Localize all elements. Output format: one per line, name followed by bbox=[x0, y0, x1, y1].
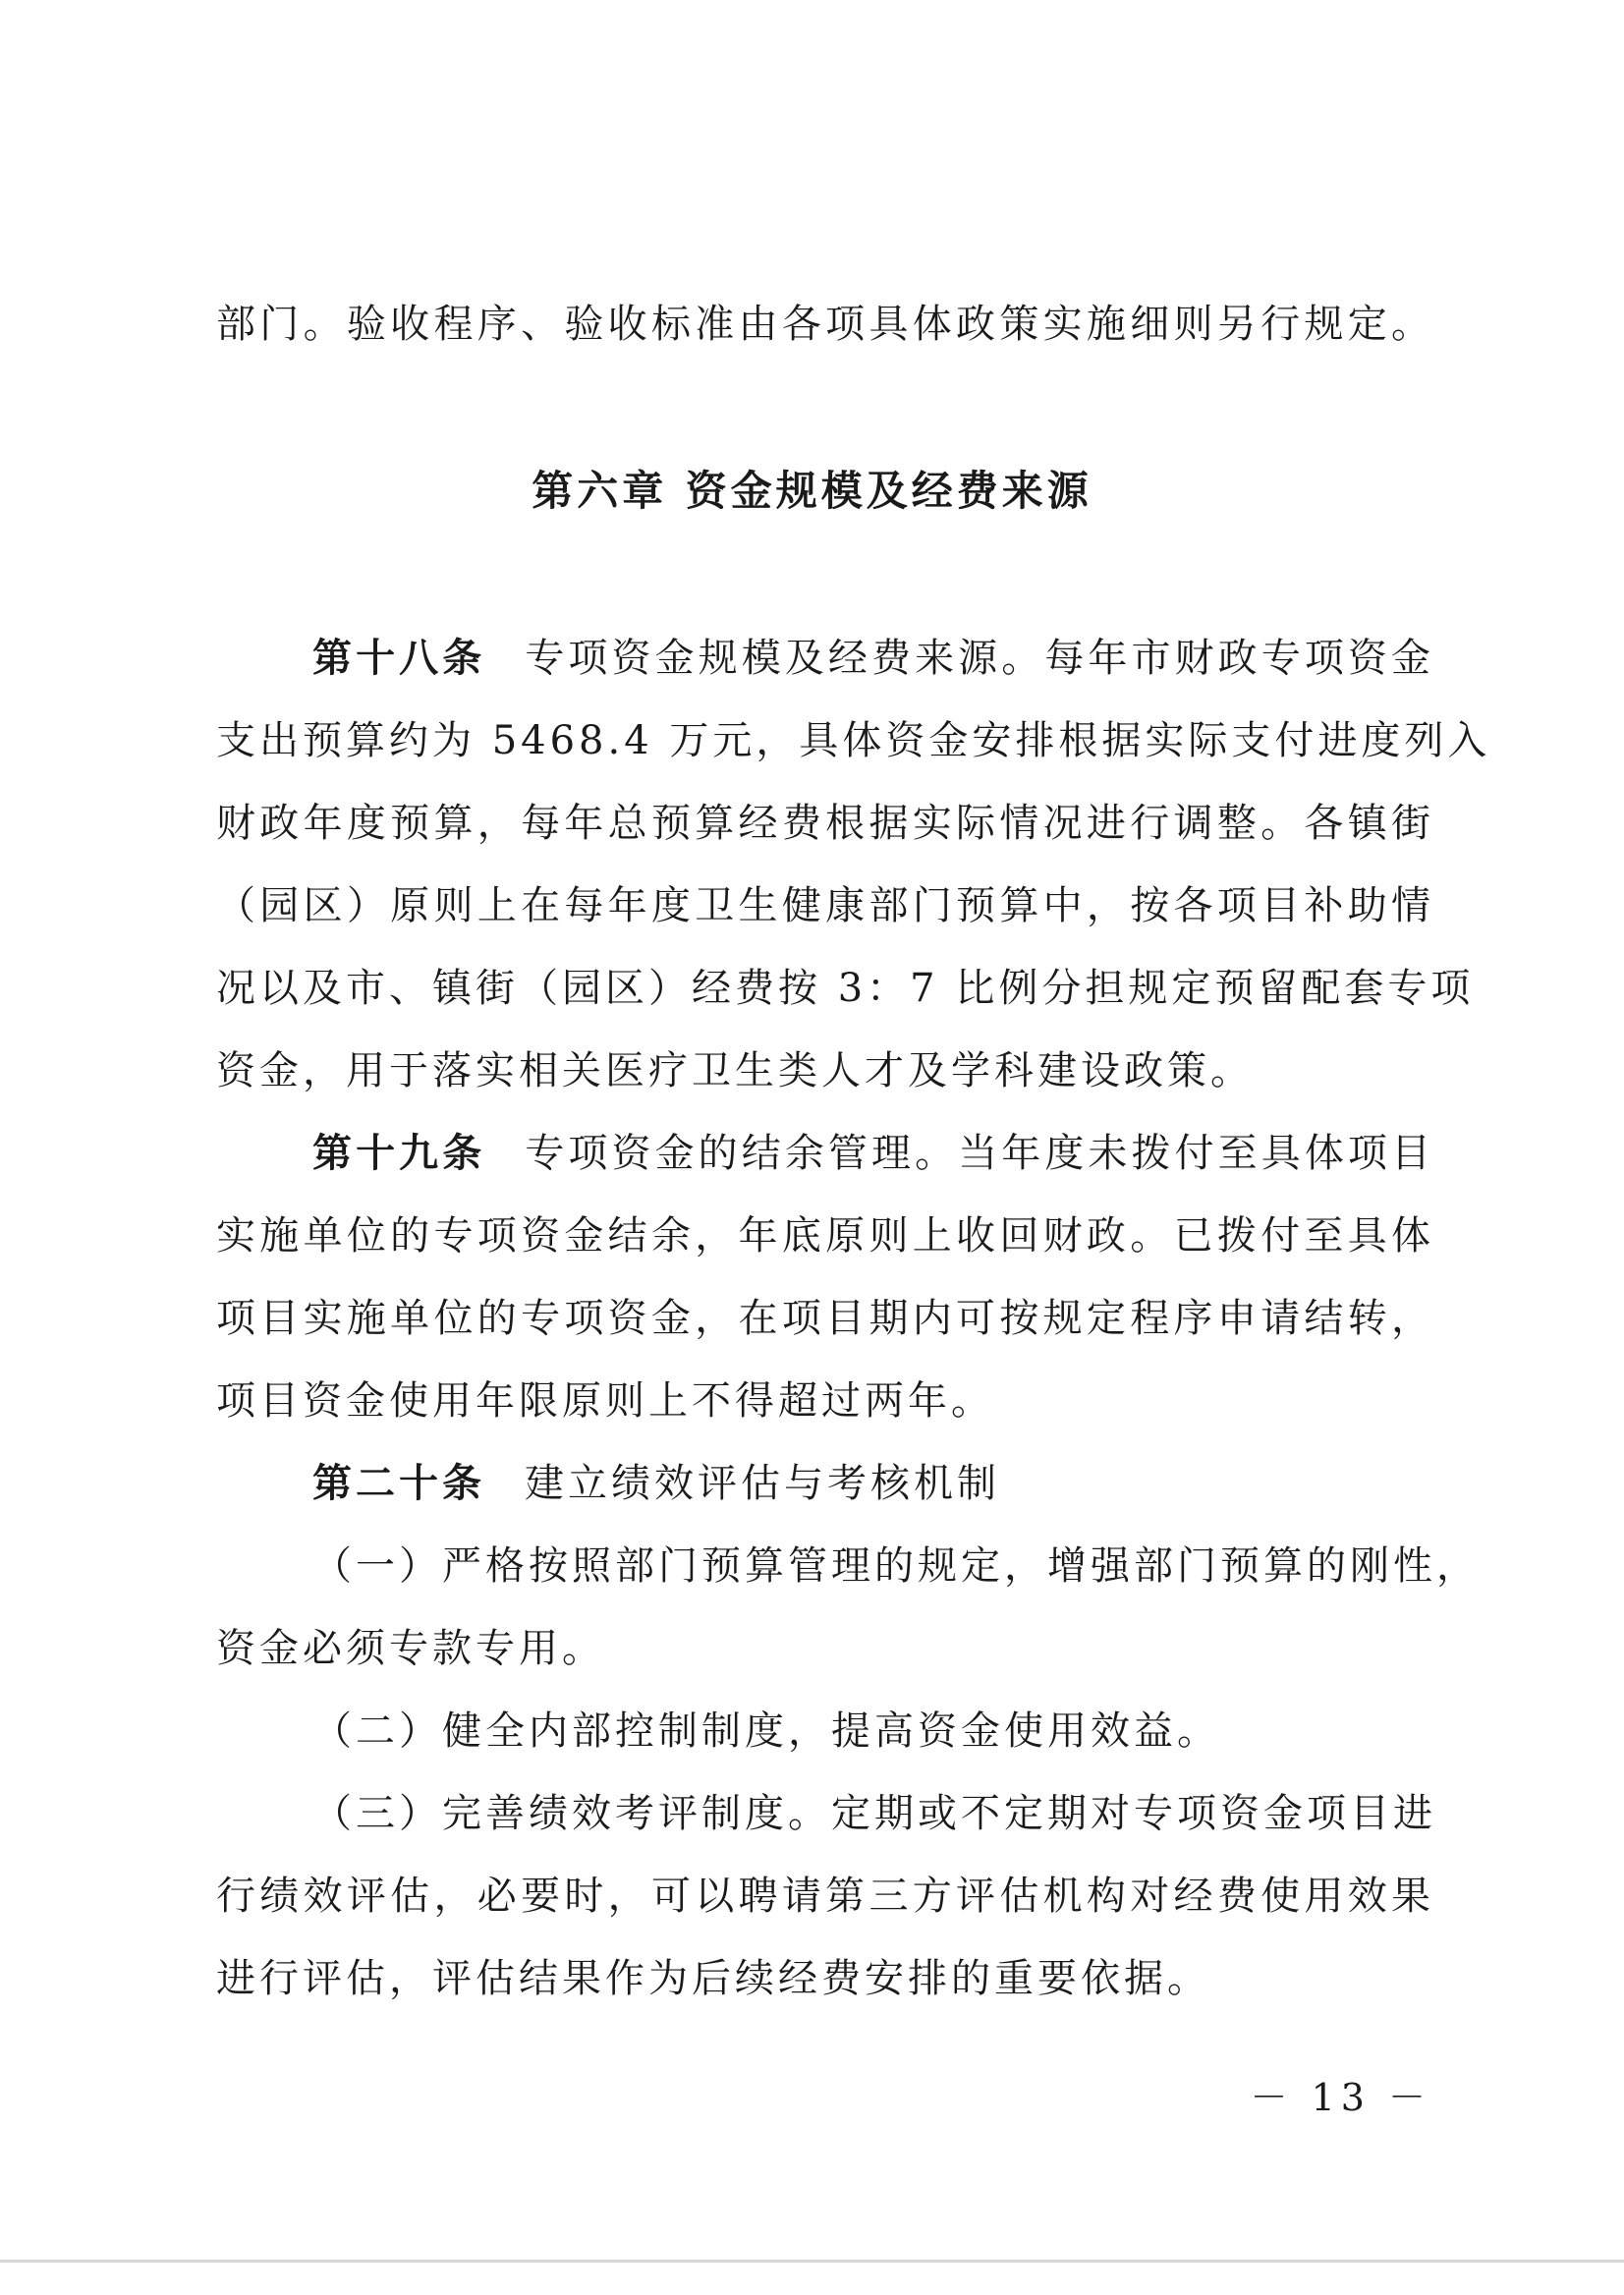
article19-first-line bbox=[312, 1124, 1434, 1183]
chapter-title: 第六章 资金规模及经费来源 bbox=[532, 467, 1092, 515]
scan-edge-divider bbox=[0, 2260, 1624, 2263]
article19-line-0: 专项资金的结余管理。当年度未拨付至具体项目 bbox=[525, 1131, 1435, 1176]
item3-line-2: 进行评估，评估结果作为后续经费安排的重要依据。 bbox=[216, 1956, 1210, 2001]
item3-line-1: 行绩效评估，必要时，可以聘请第三方评估机构对经费使用效果 bbox=[216, 1874, 1434, 1919]
article20-line-0: 建立绩效评估与考核机制 bbox=[525, 1461, 1000, 1506]
article18-line-5: 资金，用于落实相关医疗卫生类人才及学科建设政策。 bbox=[216, 1048, 1254, 1093]
intro-line: 部门。验收程序、验收标准由各项具体政策实施细则另行规定。 bbox=[216, 302, 1434, 347]
article18-line-3: （园区）原则上在每年度卫生健康部门预算中，按各项目补助情 bbox=[216, 883, 1434, 928]
article20-first-line bbox=[312, 1454, 1434, 1513]
item2-line-0: （二）健全内部控制制度，提高资金使用效益。 bbox=[312, 1708, 1220, 1754]
article20-label: 第二十条 bbox=[312, 1461, 485, 1506]
article18-line-4: 况以及市、镇街（园区）经费按 3：7 比例分担规定预留配套专项 bbox=[216, 966, 1475, 1011]
article18-label: 第十八条 bbox=[312, 636, 486, 681]
item1-line-0: （一）严格按照部门预算管理的规定，增强部门预算的刚性， bbox=[312, 1543, 1480, 1589]
article18-line-2: 财政年度预算，每年总预算经费根据实际情况进行调整。各镇街 bbox=[216, 801, 1434, 846]
article19-line-2: 项目实施单位的专项资金，在项目期内可按规定程序申请结转， bbox=[216, 1296, 1434, 1341]
article18-first-line bbox=[312, 629, 1434, 688]
article19-line-1: 实施单位的专项资金结余，年底原则上收回财政。已拨付至具体 bbox=[216, 1213, 1434, 1259]
page-number: － 13 － bbox=[1250, 2076, 1431, 2119]
item3-line-0: （三）完善绩效考评制度。定期或不定期对专项资金项目进 bbox=[312, 1791, 1436, 1836]
article18-line-0: 专项资金规模及经费来源。每年市财政专项资金 bbox=[525, 636, 1435, 681]
article19-label: 第十九条 bbox=[312, 1131, 486, 1176]
article19-line-3: 项目资金使用年限原则上不得超过两年。 bbox=[216, 1378, 994, 1424]
article18-line-1: 支出预算约为 5468.4 万元，具体资金安排根据实际支付进度列入 bbox=[216, 718, 1491, 763]
item1-line-1: 资金必须专款专用。 bbox=[216, 1626, 605, 1671]
